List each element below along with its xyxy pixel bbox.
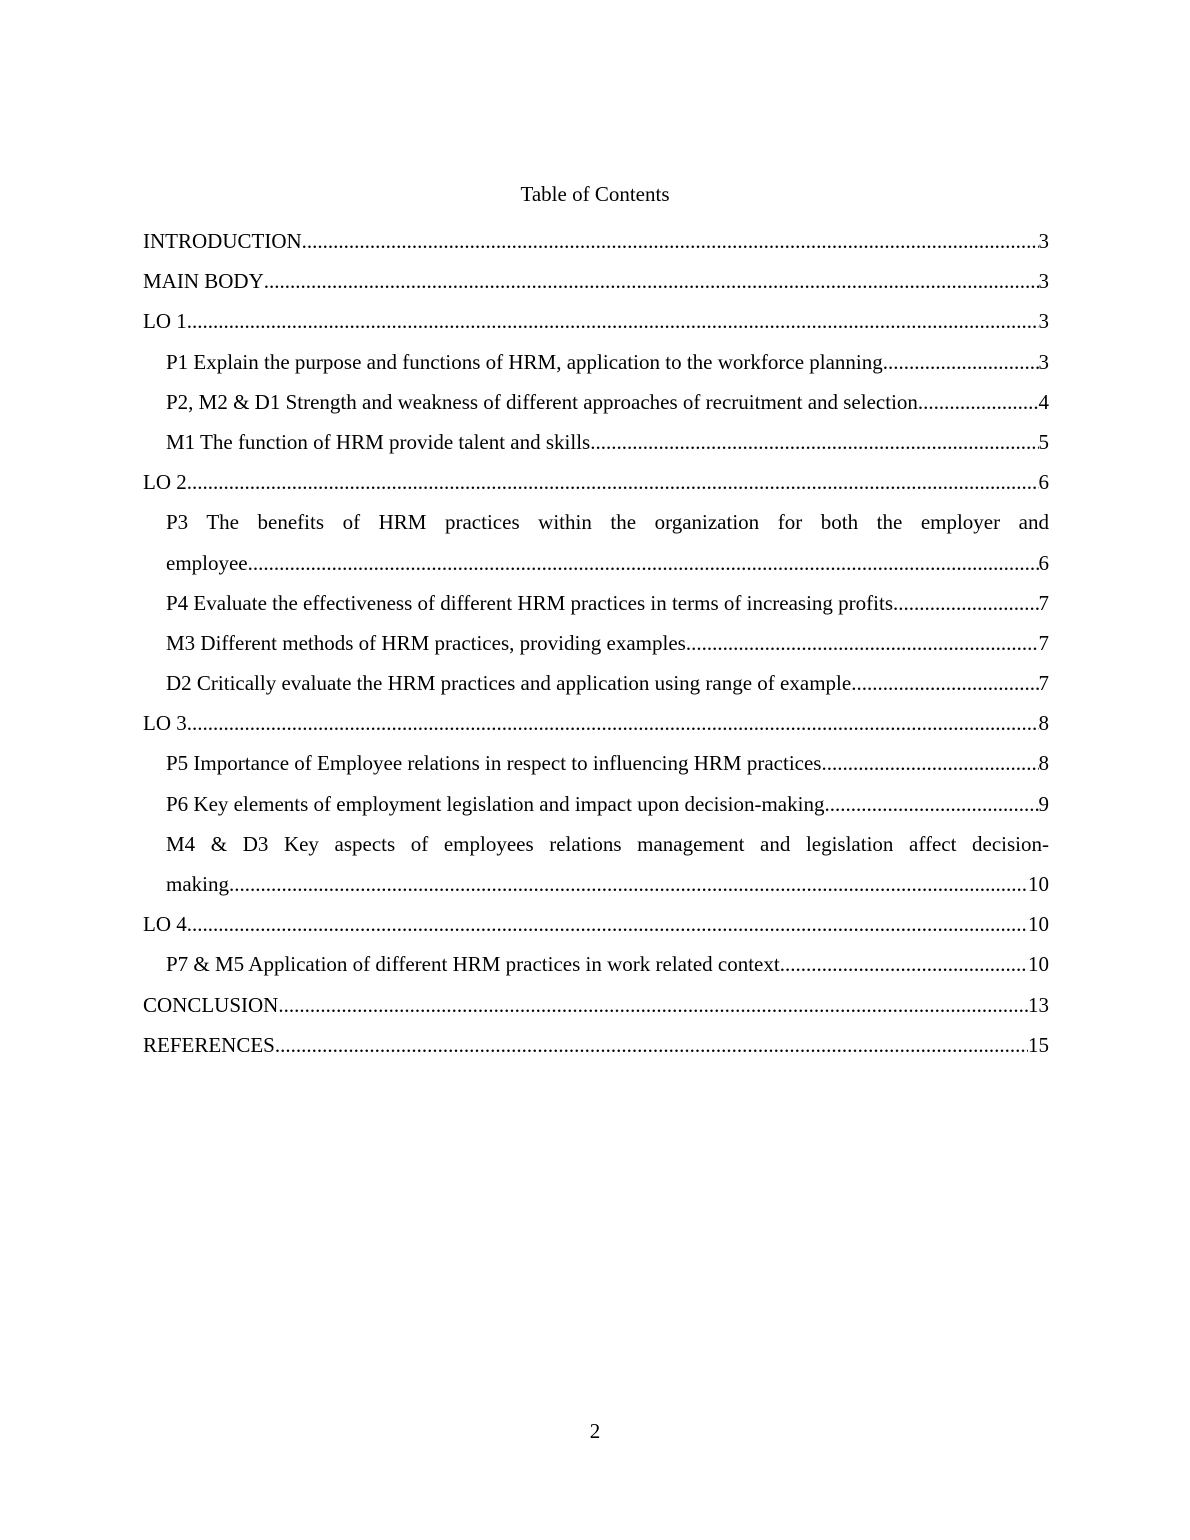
toc-entry-lo3[interactable]	[143, 703, 1049, 743]
toc-entry-page: 3	[1038, 309, 1049, 334]
toc-entry-page: 6	[1038, 470, 1049, 495]
toc-entry-page: 7	[1038, 590, 1049, 615]
toc-entry-text: D2 Critically evaluate the HRM practices and application using range of example	[166, 671, 852, 696]
dot-leader	[187, 703, 1039, 743]
toc-entry-text-line2: making	[166, 872, 229, 896]
toc-entry-page: 15	[1028, 1032, 1049, 1057]
toc-entry-page: 3	[1038, 269, 1049, 294]
dot-leader	[824, 784, 1038, 824]
toc-entry-page: 10	[1028, 952, 1049, 977]
toc-entry-page: 7	[1038, 671, 1049, 696]
dot-leader	[264, 261, 1039, 301]
dot-leader	[275, 1025, 1028, 1065]
toc-entry-page: 9	[1038, 791, 1049, 816]
dot-leader	[187, 904, 1028, 944]
table-of-contents	[143, 221, 1049, 1065]
toc-entry-line2	[166, 864, 1049, 904]
dot-leader	[893, 583, 1039, 623]
toc-entry-p7-m5[interactable]	[143, 944, 1049, 984]
dot-leader	[590, 422, 1038, 462]
dot-leader	[302, 221, 1039, 261]
toc-entry-text: P7 & M5 Application of different HRM practices in work related context	[166, 952, 780, 977]
toc-entry-page: 3	[1038, 229, 1049, 253]
page-number: 2	[589, 1419, 601, 1443]
toc-entry-text: CONCLUSION	[143, 992, 279, 1017]
toc-entry-page: 10	[1028, 872, 1049, 896]
toc-entry-text: M1 The function of HRM provide talent and skills	[166, 429, 591, 454]
toc-entry-text: P1 Explain the purpose and functions of HRM, application to the workforce planning	[166, 349, 883, 374]
toc-entry-text: MAIN BODY	[143, 269, 264, 294]
toc-entry-p3[interactable]	[143, 502, 1049, 582]
dot-leader	[686, 623, 1039, 663]
dot-leader	[187, 462, 1039, 502]
dot-leader	[883, 342, 1039, 382]
toc-entry-page: 8	[1038, 751, 1049, 776]
toc-entry-page: 6	[1038, 550, 1049, 575]
toc-entry-references[interactable]	[143, 1025, 1049, 1065]
toc-entry-p4[interactable]	[143, 583, 1049, 623]
toc-entry-m3[interactable]	[143, 623, 1049, 663]
toc-entry-page: 7	[1038, 630, 1049, 655]
toc-entry-page: 10	[1028, 912, 1049, 937]
toc-entry-text: P2, M2 & D1 Strength and weakness of different approaches of recruitment and selection	[166, 389, 918, 414]
toc-entry-page: 3	[1038, 349, 1049, 374]
dot-leader	[248, 543, 1039, 583]
toc-entry-p6[interactable]	[143, 784, 1049, 824]
dot-leader	[229, 864, 1028, 904]
dot-leader	[918, 382, 1039, 422]
toc-entry-text-line2: employee	[166, 550, 248, 575]
toc-entry-text-line1: M4 & D3 Key aspects of employees relations management and legislation affect decision-	[166, 831, 1049, 856]
toc-entry-text: LO 2	[143, 470, 187, 495]
toc-entry-conclusion[interactable]	[143, 985, 1049, 1025]
toc-entry-text: LO 4	[143, 912, 187, 937]
toc-entry-text: M3 Different methods of HRM practices, providing examples	[166, 630, 686, 655]
toc-entry-page: 4	[1038, 389, 1049, 414]
dot-leader	[851, 663, 1038, 703]
toc-entry-text: LO 3	[143, 711, 187, 736]
toc-entry-page: 13	[1028, 992, 1049, 1017]
toc-entry-text: REFERENCES	[143, 1032, 275, 1057]
dot-leader	[187, 301, 1039, 341]
toc-entry-lo1[interactable]	[143, 301, 1049, 341]
toc-entry-p2-m2-d1[interactable]	[143, 382, 1049, 422]
toc-entry-line2	[166, 543, 1049, 583]
toc-entry-text: P5 Importance of Employee relations in respect to influencing HRM practices	[166, 751, 822, 776]
dot-leader	[278, 985, 1028, 1025]
toc-entry-text: P6 Key elements of employment legislation and impact upon decision-making	[166, 791, 825, 816]
toc-entry-text: LO 1	[143, 309, 187, 334]
toc-entry-m1[interactable]	[143, 422, 1049, 462]
toc-entry-text: INTRODUCTION	[143, 229, 302, 253]
toc-entry-p1[interactable]	[143, 342, 1049, 382]
toc-entry-introduction[interactable]	[143, 221, 1049, 261]
toc-entry-page: 5	[1038, 429, 1049, 454]
toc-entry-main-body[interactable]	[143, 261, 1049, 301]
toc-title: Table of Contents	[520, 182, 670, 206]
dot-leader	[780, 944, 1028, 984]
dot-leader	[821, 743, 1038, 783]
toc-entry-lo2[interactable]	[143, 462, 1049, 502]
toc-entry-text: P4 Evaluate the effectiveness of different HRM practices in terms of increasing profits	[166, 590, 893, 615]
toc-entry-page: 8	[1038, 711, 1049, 736]
toc-entry-lo4[interactable]	[143, 904, 1049, 944]
toc-entry-d2[interactable]	[143, 663, 1049, 703]
toc-entry-p5[interactable]	[143, 743, 1049, 783]
toc-entry-m4-d3[interactable]	[143, 824, 1049, 904]
toc-entry-text-line1: P3 The benefits of HRM practices within the organization for both the employer and	[166, 510, 1049, 535]
